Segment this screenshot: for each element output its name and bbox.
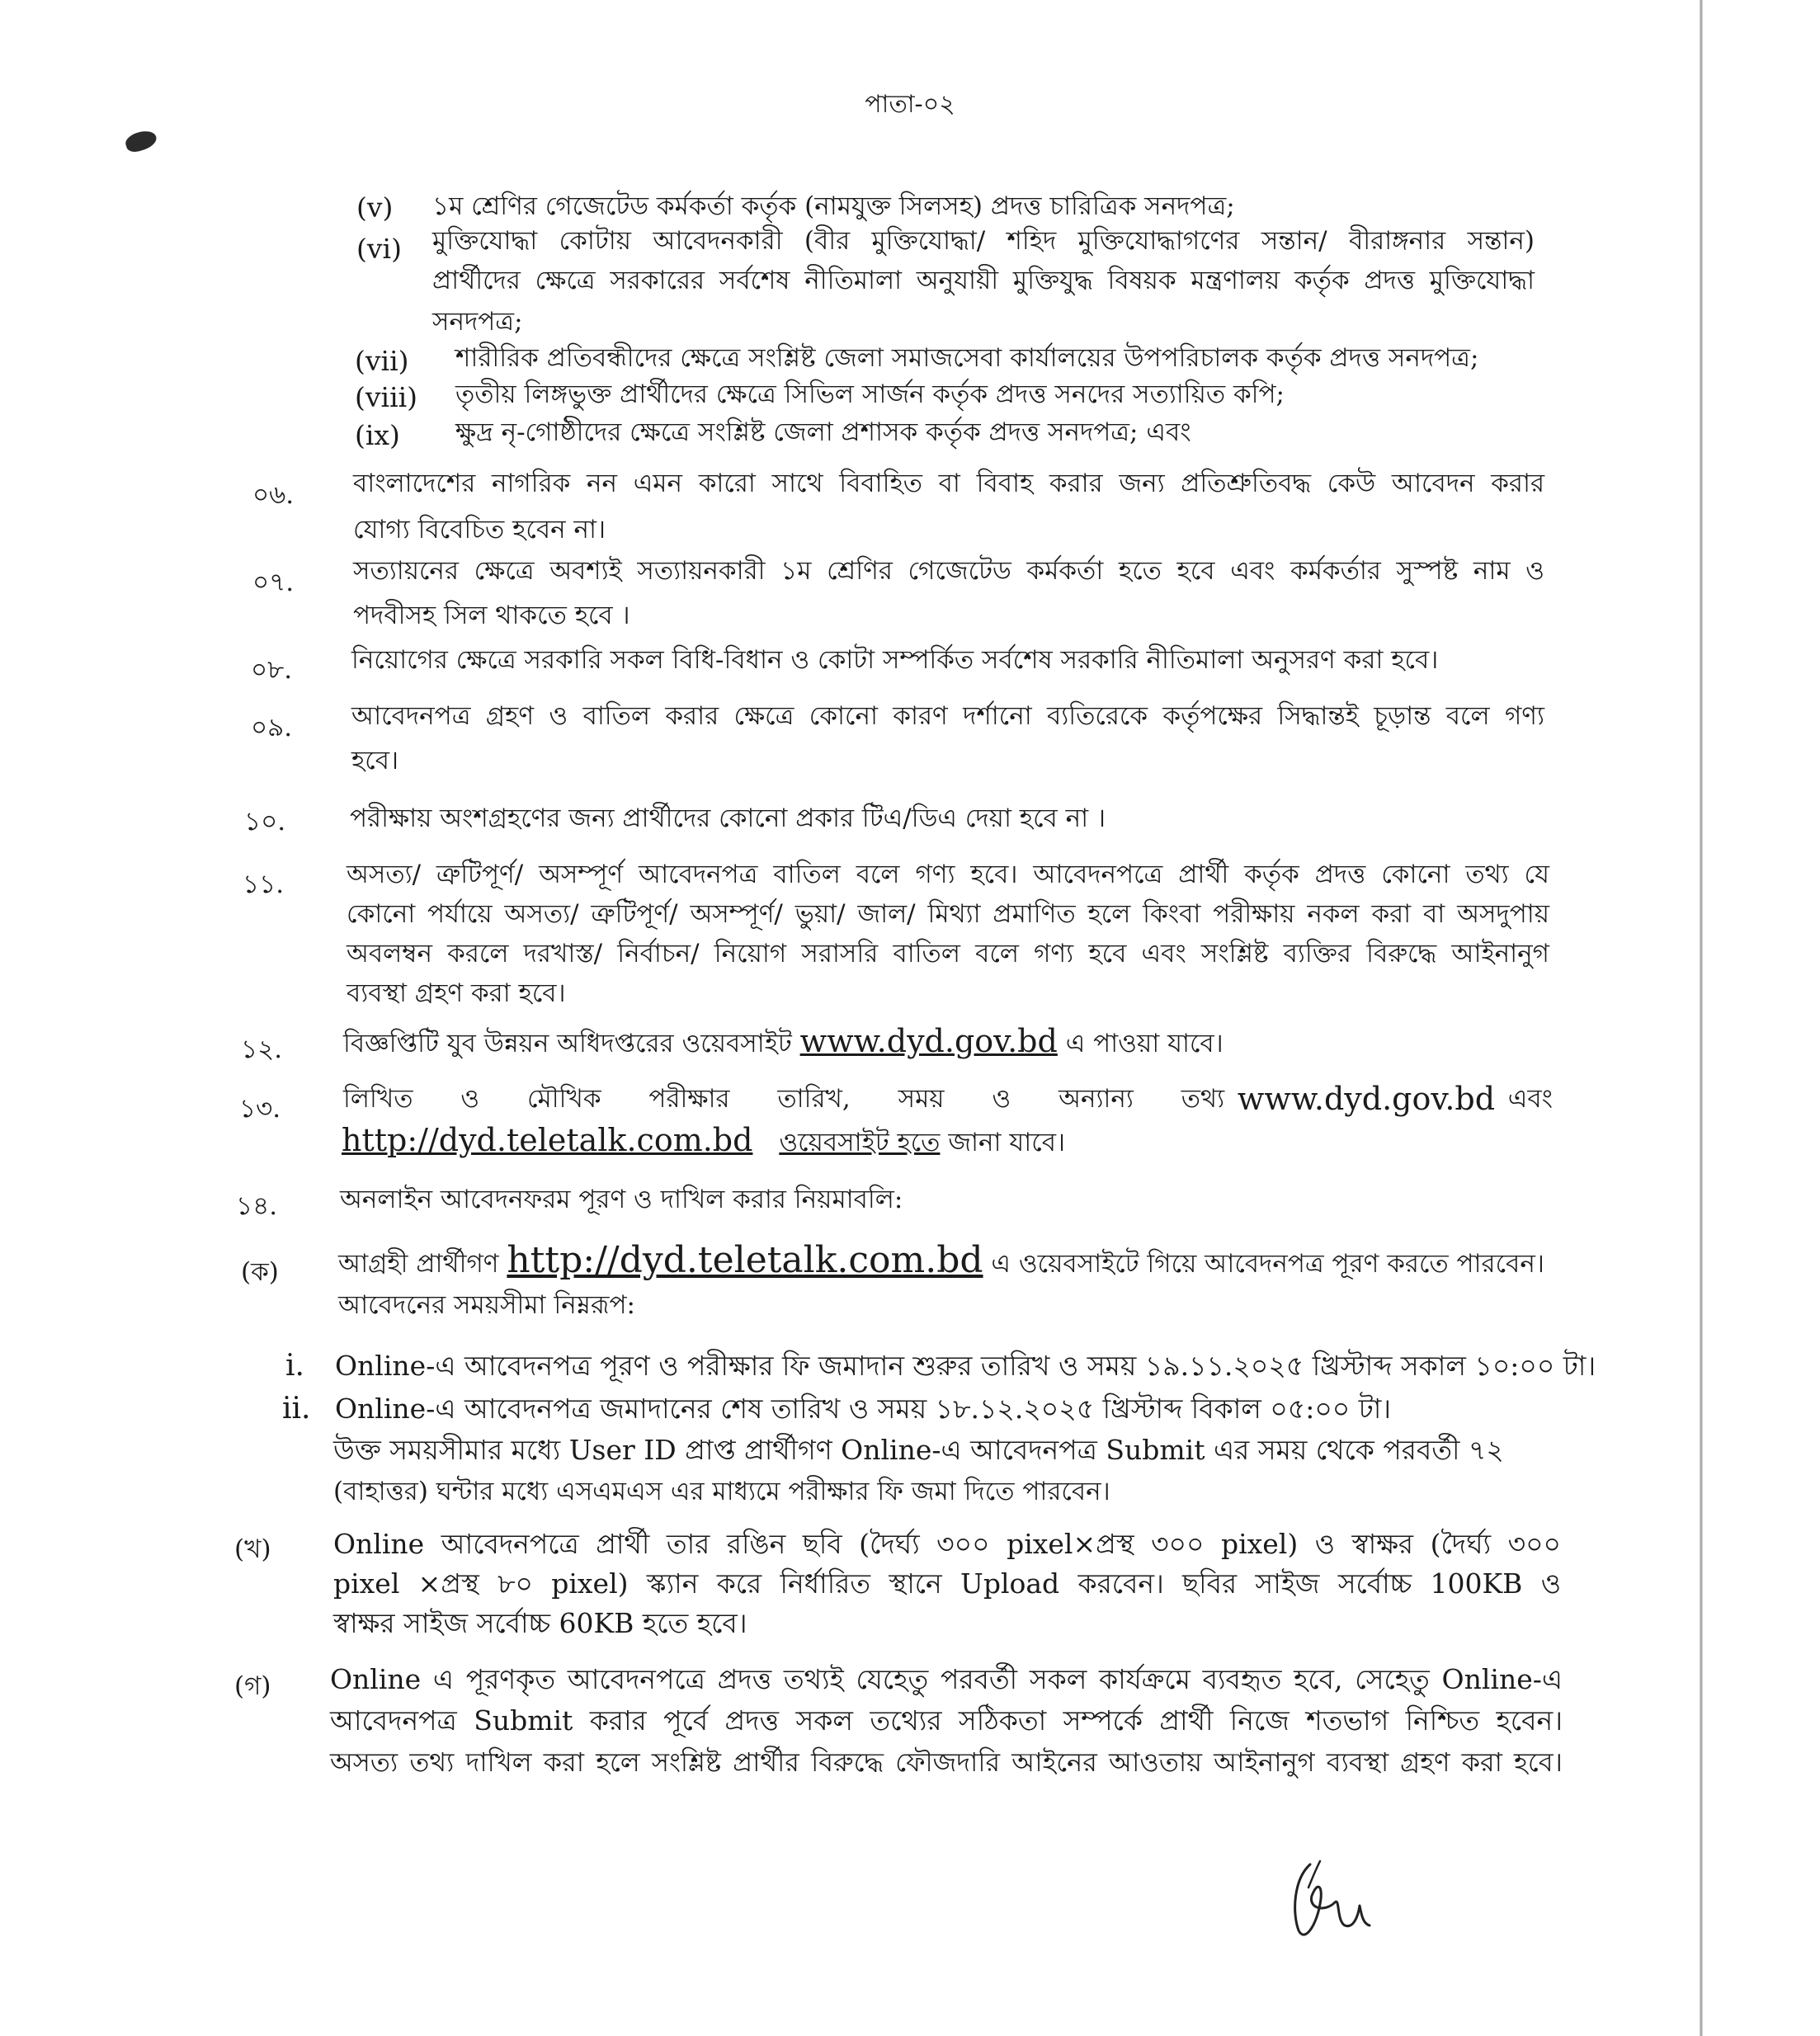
- sub-item-text: মুক্তিযোদ্ধা কোটায় আবেদনকারী (বীর মুক্তিযোদ্ধা/ শহিদ মুক্তিযোদ্ধাগণের সন্তান/ বীরাঙ্গনার সন্তান): [432, 226, 1535, 256]
- section-text: অসত্য তথ্য দাখিল করা হলে সংশ্লিষ্ট প্রার্থীর বিরুদ্ধে ফৌজদারি আইনের আওতায় আইনানুগ ব্যবস্থা গ্রহণ করা হবে।: [330, 1746, 1563, 1778]
- sub-item-text: প্রার্থীদের ক্ষেত্রে সরকারের সর্বশেষ নীতিমালা অনুযায়ী মুক্তিযুদ্ধ বিষয়ক মন্ত্রণালয় কর্তৃক প্রদত্ত মুক্তিযোদ্ধা: [432, 266, 1535, 295]
- teletalk-link[interactable]: http://dyd.teletalk.com.bd: [507, 1239, 983, 1281]
- section-text-after: এ ওয়েবসাইটে গিয়ে আবেদনপত্র পূরণ করতে পারবেন।: [991, 1249, 1544, 1279]
- item-text: কোনো পর্যায়ে অসত্য/ ত্রুটিপূর্ণ/ অসম্পূর্ণ/ ভুয়া/ জাল/ মিথ্যা প্রমাণিত হলে কিংবা পরীক্ষায় নকল করা বা অসদুপায়: [347, 899, 1549, 929]
- item-text-after: জানা যাবে।: [948, 1128, 1066, 1157]
- item-text: হবে।: [351, 746, 399, 775]
- item-number: ০৮.: [251, 655, 293, 685]
- item-text: সত্যায়নের ক্ষেত্রে অবশ্যই সত্যায়নকারী ১ম শ্রেণির গেজেটেড কর্মকর্তা হতে হবে এবং কর্মকর্তার সুস্পষ্ট নাম ও: [353, 556, 1544, 586]
- item-text: অবলম্বন করলে দরখাস্ত/ নির্বাচন/ নিয়োগ সরাসরি বাতিল বলে গণ্য হবে এবং সংশ্লিষ্ট ব্যক্তির বিরুদ্ধে আইনানুগ: [347, 939, 1549, 969]
- item-text-before: লিখিত ও মৌখিক পরীক্ষার তারিখ, সময় ও অন্যান্য তথ্য: [343, 1084, 1225, 1114]
- item-text: পরীক্ষায় অংশগ্রহণের জন্য প্রার্থীদের কোনো প্রকার টিএ/ডিএ দেয়া হবে না ।: [350, 804, 1106, 833]
- page-edge-shadow: [1700, 0, 1703, 2036]
- item-text: ব্যবস্থা গ্রহণ করা হবে।: [347, 978, 566, 1008]
- item-number: ১৪.: [236, 1191, 278, 1221]
- section-label: (গ): [234, 1671, 271, 1701]
- deadline-note: (বাহাত্তর) ঘন্টার মধ্যে এসএমএস এর মাধ্যমে পরীক্ষার ফি জমা দিতে পারবেন।: [333, 1477, 1110, 1506]
- sub-item-text: ক্ষুদ্র নৃ-গোষ্ঠীদের ক্ষেত্রে সংশ্লিষ্ট জেলা প্রশাসক কর্তৃক প্রদত্ত সনদপত্র; এবং: [455, 417, 1191, 447]
- sub-item-label: (viii): [355, 381, 418, 413]
- website-link[interactable]: www.dyd.gov.bd: [799, 1023, 1058, 1059]
- sub-item-label: (v): [356, 191, 394, 224]
- sub-item-label: (ix): [355, 419, 400, 451]
- item-text-mid: ওয়েবসাইট হতে: [779, 1128, 941, 1157]
- item-text: [342, 1124, 1065, 1159]
- deadline-text: Online-এ আবেদনপত্র জমাদানের শেষ তারিখ ও সময় ১৮.১২.২০২৫ খ্রিস্টাব্দ বিকাল ০৫:০০ টা।: [335, 1393, 1392, 1425]
- sub-item-label: (vii): [355, 345, 409, 377]
- item-text: অসত্য/ ত্রুটিপূর্ণ/ অসম্পূর্ণ আবেদনপত্র বাতিল বলে গণ্য হবে। আবেদনপত্রে প্রার্থী কর্তৃক প্রদত্ত কোনো তথ্য যে: [347, 860, 1549, 889]
- sub-item-text: ১ম শ্রেণির গেজেটেড কর্মকর্তা কর্তৃক (নামযুক্ত সিলসহ) প্রদত্ত চারিত্রিক সনদপত্র;: [432, 191, 1235, 221]
- item-text: বাংলাদেশের নাগরিক নন এমন কারো সাথে বিবাহিত বা বিবাহ করার জন্য প্রতিশ্রুতিবদ্ধ কেউ আবেদন করার: [353, 469, 1544, 498]
- item-text: [343, 1082, 1553, 1115]
- teletalk-link[interactable]: http://dyd.teletalk.com.bd: [342, 1122, 753, 1158]
- item-text: [343, 1025, 1224, 1060]
- item-text: নিয়োগের ক্ষেত্রে সরকারি সকল বিধি-বিধান ও কোটা সম্পর্কিত সর্বশেষ সরকারি নীতিমালা অনুসরণ করা হবে।: [351, 645, 1439, 675]
- section-text: pixel ×প্রস্থ ৮০ pixel) স্ক্যান করে নির্ধারিত স্থানে Upload করবেন। ছবির সাইজ সর্বোচ্চ 100KB ও: [333, 1567, 1561, 1600]
- section-text: Online এ পূরণকৃত আবেদনপত্রে প্রদত্ত তথ্যই যেহেতু পরবর্তী সকল কার্যক্রমে ব্যবহৃত হবে, সেহেতু Online-এ: [330, 1663, 1563, 1695]
- item-number: ০৯.: [251, 713, 293, 742]
- deadline-note: উক্ত সময়সীমার মধ্যে User ID প্রাপ্ত প্রার্থীগণ Online-এ আবেদনপত্র Submit এর সময় থেকে পরবর্তী ৭২: [333, 1434, 1504, 1466]
- section-label: (ক): [241, 1257, 279, 1287]
- sub-item-text: তৃতীয় লিঙ্গভুক্ত প্রার্থীদের ক্ষেত্রে সিভিল সার্জন কর্তৃক প্রদত্ত সনদের সত্যায়িত কপি;: [455, 379, 1285, 409]
- item-number: ১০.: [244, 807, 286, 837]
- item-number: ১১.: [243, 870, 285, 899]
- section-text-before: আগ্রহী প্রার্থীগণ: [338, 1249, 499, 1279]
- section-text: [338, 1239, 1544, 1281]
- item-text-and: এবং: [1507, 1084, 1553, 1114]
- item-text: যোগ্য বিবেচিত হবেন না।: [353, 515, 606, 544]
- signature: [1287, 1855, 1378, 1945]
- section-text: স্বাক্ষর সাইজ সর্বোচ্চ 60KB হতে হবে।: [333, 1607, 747, 1639]
- section-text: আবেদনের সময়সীমা নিম্নরূপ:: [338, 1290, 635, 1320]
- item-text: অনলাইন আবেদনফরম পূরণ ও দাখিল করার নিয়মাবলি:: [340, 1185, 903, 1214]
- item-text: পদবীসহ সিল থাকতে হবে ।: [353, 601, 630, 630]
- section-text: Online আবেদনপত্রে প্রার্থী তার রঙিন ছবি (দৈর্ঘ্য ৩০০ pixel×প্রস্থ ৩০০ pixel) ও স্বাক্ষর (দৈর্ঘ্য ৩০০: [333, 1528, 1561, 1560]
- item-number: ০৬.: [252, 480, 295, 510]
- sub-item-label: (vi): [356, 233, 402, 265]
- item-number: ১২.: [241, 1034, 283, 1064]
- deadline-label: ii.: [282, 1392, 311, 1426]
- item-text-before: বিজ্ঞপ্তিটি যুব উন্নয়ন অধিদপ্তরের ওয়েবসাইট: [343, 1029, 792, 1058]
- ink-mark: [124, 128, 159, 155]
- sub-item-text: শারীরিক প্রতিবন্ধীদের ক্ষেত্রে সংশ্লিষ্ট জেলা সমাজসেবা কার্যালয়ের উপপরিচালক কর্তৃক প্রদত্ত সনদপত্র;: [455, 343, 1479, 373]
- item-text-after: এ পাওয়া যাবে।: [1065, 1029, 1224, 1058]
- page-number: পাতা-০২: [865, 90, 955, 119]
- section-text: আবেদনপত্র Submit করার পূর্বে প্রদত্ত সকল তথ্যের সঠিকতা সম্পর্কে প্রার্থী নিজে শতভাগ নিশ্চিত হবেন।: [330, 1704, 1563, 1737]
- website-link[interactable]: www.dyd.gov.bd: [1237, 1081, 1496, 1117]
- item-number: ১৩.: [239, 1094, 281, 1124]
- item-number: ০৭.: [252, 568, 295, 597]
- deadline-label: i.: [285, 1349, 304, 1383]
- item-text: আবেদনপত্র গ্রহণ ও বাতিল করার ক্ষেত্রে কোনো কারণ দর্শানো ব্যতিরেকে কর্তৃপক্ষের সিদ্ধান্তই চূড়ান্ত বলে গণ্য: [351, 701, 1544, 731]
- sub-item-text: সনদপত্র;: [432, 307, 523, 337]
- section-label: (খ): [234, 1534, 271, 1564]
- deadline-text: Online-এ আবেদনপত্র পূরণ ও পরীক্ষার ফি জমাদান শুরুর তারিখ ও সময় ১৯.১১.২০২৫ খ্রিস্টাব্দ সকাল ১০:০০ টা।: [335, 1350, 1596, 1382]
